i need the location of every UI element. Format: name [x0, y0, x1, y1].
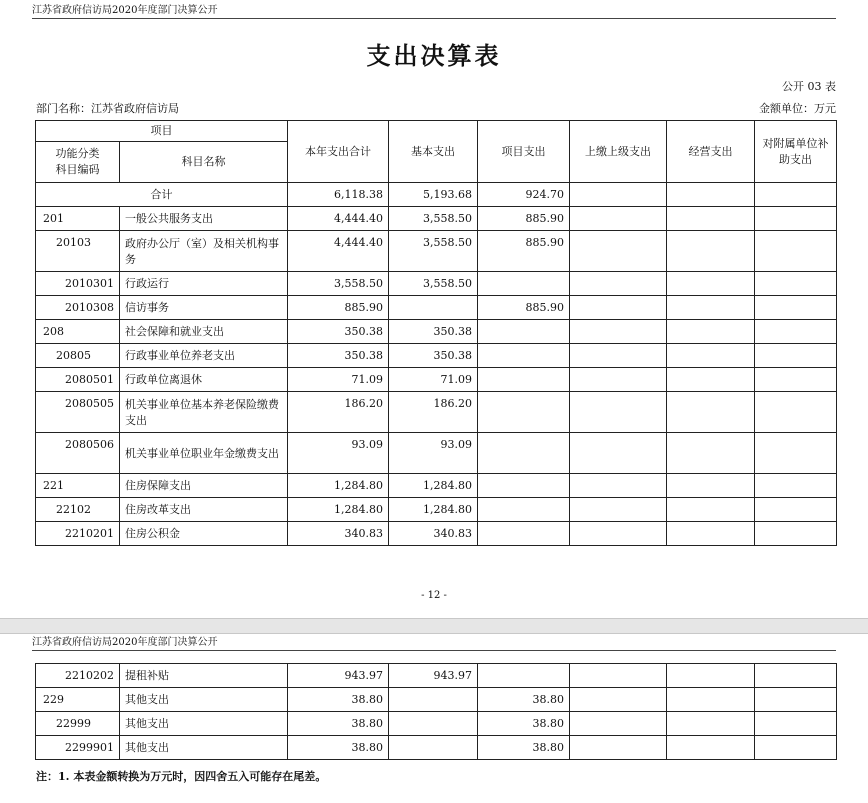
- total-upper: [570, 183, 667, 207]
- func-code-cell: 201: [36, 207, 120, 231]
- total-cell: 38.80: [288, 736, 389, 760]
- project-cell: [478, 392, 570, 433]
- subsidy-cell: [755, 392, 837, 433]
- subject-name-cell: 住房改革支出: [120, 498, 288, 522]
- page-number: - 12 -: [421, 590, 447, 601]
- total-project: 924.70: [478, 183, 570, 207]
- operating-cell: [667, 296, 755, 320]
- basic-cell: 350.38: [389, 344, 478, 368]
- table-row: [36, 712, 837, 736]
- subsidy-cell: [755, 207, 837, 231]
- page-header: 江苏省政府信访局2020年度部门决算公开: [32, 4, 836, 19]
- subsidy-cell: [755, 272, 837, 296]
- unit-label: 金额单位：万元: [759, 102, 836, 115]
- table-row: [36, 231, 837, 272]
- operating-cell: [667, 736, 755, 760]
- table-row: [36, 272, 837, 296]
- func-code-cell: 2299901: [36, 736, 120, 760]
- operating-cell: [667, 368, 755, 392]
- page-title: 支出决算表: [366, 41, 502, 70]
- table-row: [36, 474, 837, 498]
- subject-name-cell: 其他支出: [120, 712, 288, 736]
- subject-name-cell: 其他支出: [120, 736, 288, 760]
- basic-cell: 3,558.50: [389, 207, 478, 231]
- upper-cell: [570, 712, 667, 736]
- header-func-code: 功能分类 科目编码: [36, 142, 120, 183]
- basic-cell: 340.83: [389, 522, 478, 546]
- operating-cell: [667, 474, 755, 498]
- total-cell: 4,444.40: [288, 231, 389, 272]
- total-cell: 1,284.80: [288, 498, 389, 522]
- expenditure-table-continued: [35, 663, 837, 760]
- subsidy-cell: [755, 433, 837, 474]
- func-code-cell: 221: [36, 474, 120, 498]
- operating-cell: [667, 498, 755, 522]
- table-row: [36, 498, 837, 522]
- upper-cell: [570, 664, 667, 688]
- func-code-cell: 2010301: [36, 272, 120, 296]
- subject-name-cell: 行政单位离退休: [120, 368, 288, 392]
- project-cell: [478, 474, 570, 498]
- subject-name-cell: 住房公积金: [120, 522, 288, 546]
- func-code-cell: 2210202: [36, 664, 120, 688]
- project-cell: 38.80: [478, 736, 570, 760]
- basic-cell: 3,558.50: [389, 272, 478, 296]
- project-cell: [478, 433, 570, 474]
- total-basic: 5,193.68: [389, 183, 478, 207]
- project-cell: [478, 344, 570, 368]
- project-cell: [478, 368, 570, 392]
- operating-cell: [667, 392, 755, 433]
- header-project: 项目: [36, 121, 288, 142]
- total-cell: 885.90: [288, 296, 389, 320]
- func-code-cell: 2080501: [36, 368, 120, 392]
- operating-cell: [667, 344, 755, 368]
- project-cell: 38.80: [478, 688, 570, 712]
- total-cell: 93.09: [288, 433, 389, 474]
- basic-cell: 1,284.80: [389, 498, 478, 522]
- total-cell: 1,284.80: [288, 474, 389, 498]
- subject-name-cell: 信访事务: [120, 296, 288, 320]
- project-cell: [478, 498, 570, 522]
- func-code-cell: 2010308: [36, 296, 120, 320]
- basic-cell: 71.09: [389, 368, 478, 392]
- project-cell: 38.80: [478, 712, 570, 736]
- subject-name-cell: 政府办公厅（室）及相关机构事务: [120, 231, 288, 272]
- header-total: 本年支出合计: [288, 121, 389, 183]
- total-cell: 350.38: [288, 344, 389, 368]
- func-code-cell: 2080505: [36, 392, 120, 433]
- subject-name-cell: 机关事业单位职业年金缴费支出: [120, 433, 288, 474]
- basic-cell: [389, 296, 478, 320]
- project-cell: [478, 320, 570, 344]
- func-code-cell: 2080506: [36, 433, 120, 474]
- upper-cell: [570, 272, 667, 296]
- subject-name-cell: 提租补贴: [120, 664, 288, 688]
- project-cell: 885.90: [478, 207, 570, 231]
- subject-name-cell: 一般公共服务支出: [120, 207, 288, 231]
- func-code-cell: 22999: [36, 712, 120, 736]
- operating-cell: [667, 207, 755, 231]
- func-code-cell: 22102: [36, 498, 120, 522]
- subject-name-cell: 社会保障和就业支出: [120, 320, 288, 344]
- upper-cell: [570, 688, 667, 712]
- basic-cell: 1,284.80: [389, 474, 478, 498]
- upper-cell: [570, 392, 667, 433]
- upper-cell: [570, 368, 667, 392]
- operating-cell: [667, 272, 755, 296]
- subsidy-cell: [755, 474, 837, 498]
- operating-cell: [667, 522, 755, 546]
- subsidy-cell: [755, 522, 837, 546]
- total-cell: 38.80: [288, 688, 389, 712]
- department-label: 部门名称：江苏省政府信访局: [36, 102, 179, 115]
- upper-cell: [570, 736, 667, 760]
- table-row: [36, 207, 837, 231]
- table-row: [36, 688, 837, 712]
- subject-name-cell: 行政事业单位养老支出: [120, 344, 288, 368]
- subsidy-cell: [755, 231, 837, 272]
- func-code-cell: 229: [36, 688, 120, 712]
- total-cell: 350.38: [288, 320, 389, 344]
- header-subsidy: 对附属单位补 助支出: [755, 121, 837, 183]
- expenditure-table: [35, 120, 837, 546]
- page-break: [0, 618, 868, 634]
- header-upper-payment: 上缴上级支出: [570, 121, 667, 183]
- subject-name-cell: 行政运行: [120, 272, 288, 296]
- table-row: [36, 736, 837, 760]
- project-cell: 885.90: [478, 231, 570, 272]
- basic-cell: 93.09: [389, 433, 478, 474]
- subject-name-cell: 住房保障支出: [120, 474, 288, 498]
- table-row: [36, 296, 837, 320]
- operating-cell: [667, 688, 755, 712]
- total-cell: 340.83: [288, 522, 389, 546]
- basic-cell: 3,558.50: [389, 231, 478, 272]
- header-project-expense: 项目支出: [478, 121, 570, 183]
- basic-cell: [389, 736, 478, 760]
- total-cell: 3,558.50: [288, 272, 389, 296]
- project-cell: [478, 664, 570, 688]
- table-row: [36, 522, 837, 546]
- form-number: 公开 03 表: [782, 80, 836, 93]
- basic-cell: [389, 712, 478, 736]
- subsidy-cell: [755, 664, 837, 688]
- total-cell: 4,444.40: [288, 207, 389, 231]
- operating-cell: [667, 231, 755, 272]
- table-row: [36, 368, 837, 392]
- footnote: 注：1. 本表金额转换为万元时，因四舍五入可能存在尾差。: [36, 770, 327, 783]
- subsidy-cell: [755, 344, 837, 368]
- subsidy-cell: [755, 736, 837, 760]
- total-label: 合计: [36, 183, 288, 207]
- header-operating: 经营支出: [667, 121, 755, 183]
- table-row: [36, 433, 837, 474]
- func-code-cell: 208: [36, 320, 120, 344]
- total-cell: 943.97: [288, 664, 389, 688]
- header-basic: 基本支出: [389, 121, 478, 183]
- project-cell: 885.90: [478, 296, 570, 320]
- operating-cell: [667, 433, 755, 474]
- operating-cell: [667, 664, 755, 688]
- table-row: [36, 344, 837, 368]
- func-code-cell: 20805: [36, 344, 120, 368]
- total-cell: 71.09: [288, 368, 389, 392]
- total-subsidy: [755, 183, 837, 207]
- page-header-continued: 江苏省政府信访局2020年度部门决算公开: [32, 636, 836, 651]
- table-row: [36, 664, 837, 688]
- subsidy-cell: [755, 712, 837, 736]
- subsidy-cell: [755, 296, 837, 320]
- basic-cell: 350.38: [389, 320, 478, 344]
- basic-cell: 943.97: [389, 664, 478, 688]
- table-row: [36, 320, 837, 344]
- total-sum: 6,118.38: [288, 183, 389, 207]
- total-operating: [667, 183, 755, 207]
- basic-cell: [389, 688, 478, 712]
- subsidy-cell: [755, 688, 837, 712]
- operating-cell: [667, 712, 755, 736]
- total-cell: 38.80: [288, 712, 389, 736]
- operating-cell: [667, 320, 755, 344]
- basic-cell: 186.20: [389, 392, 478, 433]
- project-cell: [478, 522, 570, 546]
- upper-cell: [570, 498, 667, 522]
- upper-cell: [570, 522, 667, 546]
- subject-name-cell: 机关事业单位基本养老保险缴费支出: [120, 392, 288, 433]
- subsidy-cell: [755, 368, 837, 392]
- func-code-cell: 2210201: [36, 522, 120, 546]
- upper-cell: [570, 433, 667, 474]
- upper-cell: [570, 320, 667, 344]
- project-cell: [478, 272, 570, 296]
- subsidy-cell: [755, 320, 837, 344]
- subsidy-cell: [755, 498, 837, 522]
- func-code-cell: 20103: [36, 231, 120, 272]
- total-cell: 186.20: [288, 392, 389, 433]
- upper-cell: [570, 207, 667, 231]
- total-row: [36, 183, 837, 207]
- upper-cell: [570, 344, 667, 368]
- upper-cell: [570, 296, 667, 320]
- header-subject-name: 科目名称: [120, 142, 288, 183]
- upper-cell: [570, 231, 667, 272]
- table-row: [36, 392, 837, 433]
- upper-cell: [570, 474, 667, 498]
- subject-name-cell: 其他支出: [120, 688, 288, 712]
